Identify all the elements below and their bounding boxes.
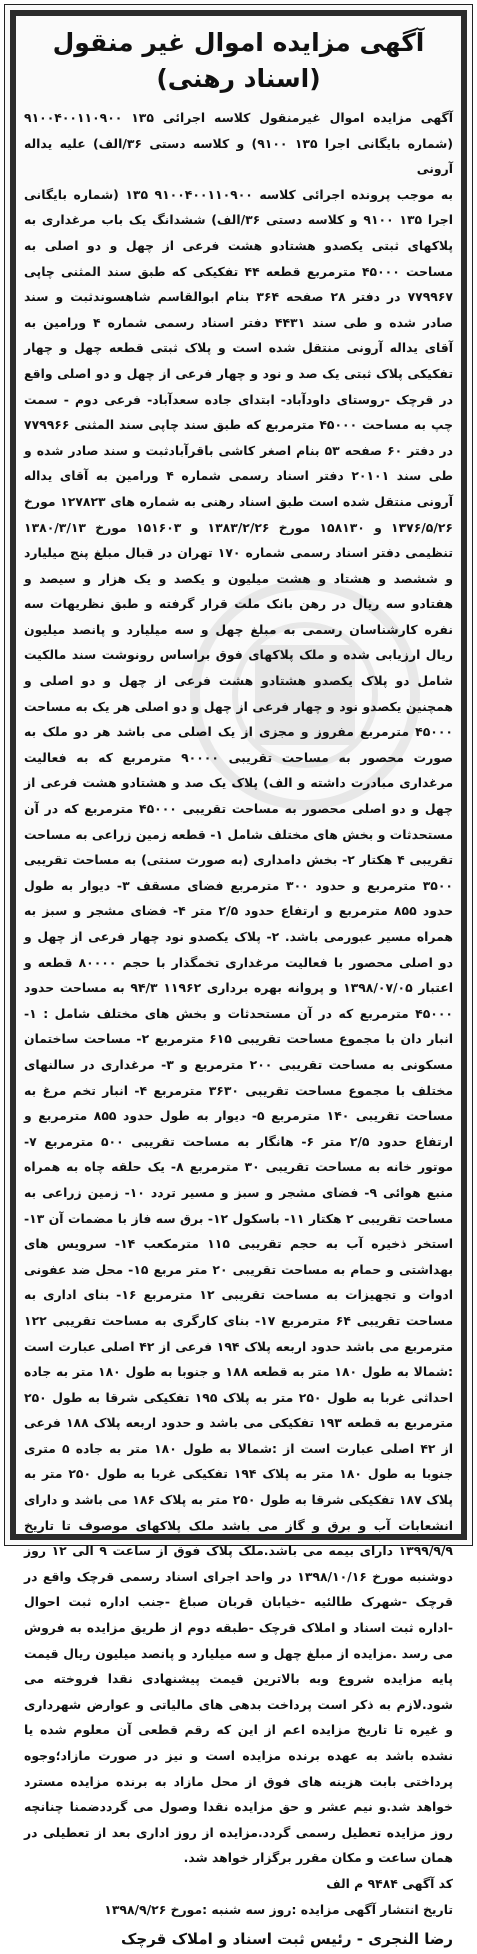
signature: رضا النجری - رئیس ثبت اسناد و املاک قرچک xyxy=(121,1930,453,1949)
notice-title: آگهی مزایده اموال غیر منقول (اسناد رهنی) xyxy=(52,28,425,93)
notice-intro: آگهی مزایده اموال غیرمنقول کلاسه اجرائی ۱۳۵ ۹۱۰۰۴۰۰۱۱۰۹۰۰ (شماره بایگانی اجرا ۱۳۵ ۹۱۰۰) و کلاسه دستی ۳۶/الف) علیه یداله آرونی xyxy=(24,110,453,177)
notice-code: کد آگهی ۹۴۸۴ م الف xyxy=(326,1875,453,1891)
notice-content xyxy=(24,25,453,1954)
notice-frame xyxy=(4,4,473,1949)
publish-date: تاریخ انتشار آگهی مزایده :روز سه شنبه :مورخ ۱۳۹۸/۹/۲۶ xyxy=(104,1901,453,1917)
notice-body: به موجب پرونده اجرائی کلاسه ۹۱۰۰۴۰۰۱۱۰۹۰۰ ۱۳۵ (شماره بایگانی اجرا ۱۳۵ ۹۱۰۰ و کلاسه دستی ۳۶/الف) ششدانگ یک باب مرغداری به پلاکهای ثبتی یکصدو هشتادو هشت فرعی از چهل و دو اصلی به مساحت ۴۵۰۰۰ مترمربع قطعه ۴۴ تفکیکی که طبق سند المثنی چاپی ۷۷۹۹۶۷ در دفتر ۲۸ صفحه ۳۶۴ بنام ابوالقاسم شاهسوندثبت و سند صادر شده و طی سند ۴۴۳۱ دفتر اسناد رسمی شماره ۴ ورامین به آقای یداله آرونی منتقل شده است و پلاک ثبتی قطعه چهل و چهار تفکیکی پلاک ثبتی یک صد و نود و چهار فرعی از چهل و دو اصلی واقع در قرچک -روستای داودآباد- ابتدای جاده سعدآباد- فرعی دوم - سمت چپ به مساحت ۴۵۰۰۰ مترمربع که طبق سند چاپی سند المثنی ۷۷۹۹۶۶ در دفتر ۶۰ صفحه ۵۳ بنام اصغر کاشی باقرآبادثبت و سند صادر شده و طی سند ۲۰۱۰۱ دفتر اسناد رسمی شماره ۴ ورامین به آقای یداله آرونی منتقل شده است طبق اسناد رهنی به شماره های ۱۲۷۸۲۳ مورخ ۱۳۷۶/۵/۲۶ و ۱۵۸۱۳۰ مورخ ۱۳۸۳/۲/۲۶ و ۱۵۱۶۰۳ مورخ ۱۳۸۰/۳/۱۳ تنظیمی دفتر اسناد رسمی شماره ۱۷۰ تهران در قبال مبلغ پنج میلیارد و ششصد و هشتاد و هشت میلیون و یکصد و یک هزار و سیصد و هفتادو سه ریال در رهن بانک ملت قرار گرفته و طبق نظریهات سه نفره کارشناسان رسمی به مبلغ چهل و سه میلیارد و پانصد میلیون ریال ارزیابی شده و ملک پلاکهای فوق براساس رونوشت سند مالکیت شامل دو پلاک یکصدو هشتادو هشت فرعی از چهل و دو اصلی و همچنین یکصدو نود و چهار فرعی از چهل و دو اصلی هر یک به مساحت ۴۵۰۰۰ مترمربع مفروز و مجزی از یک اصلی می باشد هر دو ملک به صورت محصور به مساحت تقریبی ۹۰۰۰۰ مترمربع که به فعالیت مرغداری مبادرت داشته و الف) پلاک یک صد و هشتادو هشت فرعی از چهل و دو اصلی محصور به مساحت تقریبی ۴۵۰۰۰ مترمربع که در آن مستحدثات و بخش های مختلف شامل ۱- قطعه زمین زراعی به مساحت تقریبی ۴ هکتار ۲- بخش دامداری (به صورت سنتی) به مساحت تقریبی ۳۵۰۰ مترمربع و حدود ۳۰۰ مترمربع فضای مسقف ۳- دیوار به طول حدود ۸۵۵ مترمربع و ارتفاع حدود ۲/۵ متر ۴- فضای مشجر و سبز به همراه مسیر عبورمی باشد. ۲- پلاک یکصدو نود چهار فرعی از چهل و دو اصلی محصور با فعالیت مرغداری تخمگذار با حجم ۸۰۰۰۰ قطعه و اعتبار ۱۳۹۸/۰۷/۰۵ و پروانه بهره برداری ۱۱۹۶۲ ۹۴/۳ به مساحت حدود ۴۵۰۰۰ مترمربع که در آن مستحدثات و بخش های مختلف شامل : ۱- انبار دان با مجموع مساحت تقریبی ۶۱۵ مترمربع ۲- مساحت ساختمان مسکونی به مساحت تقریبی ۲۰۰ مترمربع و ۳- مرغداری در سالنهای مختلف با مجموع مساحت تقریبی ۳۶۳۰ مترمربع ۴- انبار تخم مرغ به مساحت تقریبی ۱۴۰ مترمربع ۵- دیوار به طول حدود ۸۵۵ مترمربع و ارتفاع حدود ۲/۵ متر ۶- هانگار به مساحت تقریبی ۵۰۰ مترمربع ۷- موتور خانه به مساحت تقریبی ۳۰ مترمربع ۸- یک حلقه چاه به همراه منبع هوائی ۹- فضای مشجر و سبز و مسیر تردد ۱۰- زمین زراعی به مساحت تقریبی ۲ هکتار ۱۱- باسکول ۱۲- برق سه فاز با مضمات آن ۱۳- استخر ذخیره آب به حجم تقریبی ۱۱۵ مترمکعب ۱۴- سرویس های بهداشتی و حمام به مساحت تقریبی ۲۰ متر مربع ۱۵- محل ضد عفونی ادوات و تجهیزات به مساحت تقریبی ۱۲ مترمربع ۱۶- بنای اداری به مساحت تقریبی ۶۴ مترمربع ۱۷- بنای کارگری به مساحت تقریبی ۱۲۲ مترمربع می باشد حدود اربعه پلاک ۱۹۴ فرعی از ۴۲ اصلی عبارت است :شمالا به طول ۱۸۰ متر به قطعه ۱۸۸ و جنوبا به طول ۱۸۰ متر به جاده احداثی غربا به طول ۲۵۰ متر به پلاک ۱۹۵ تفکیکی شرقا به طول ۲۵۰ مترمربع به قطعه ۱۹۳ تفکیکی می باشد و حدود اربعه پلاک ۱۸۸ فرعی از ۴۲ اصلی عبارت است از :شمالا به طول ۱۸۰ متر به جاده ۵ متری جنوبا به طول ۱۸۰ متر به پلاک ۱۹۴ تفکیکی غربا به طول ۲۵۰ متر به پلاک ۱۸۷ تفکیکی شرقا به طول ۲۵۰ متر به پلاک ۱۸۶ می باشد و دارای انشعابات آب و برق و گاز می باشد ملک پلاکهای موصوف تا تاریخ ۱۳۹۹/۹/۹ دارای بیمه می باشد.ملک پلاک فوق از ساعت ۹ الی ۱۲ روز دوشنبه مورخ ۱۳۹۸/۱۰/۱۶ در واحد اجرای اسناد رسمی قرچک واقع در قرچک -شهرک طالئیه -خیابان قربان صباغ -جنب اداره ثبت احوال -اداره ثبت اسناد و املاک قرچک -طبقه دوم از طریق مزایده به فروش می رسد .مزایده از مبلغ چهل و سه میلیارد و پانصد میلیون ریال قیمت پایه مزایده شروع وبه بالاترین قیمت پیشنهادی نقدا فروخته می شود.لازم به ذکر است پرداخت بدهی های مالیاتی و عوارض شهرداری و غیره تا تاریخ مزایده اعم از این که رقم قطعی آن معلوم شده یا نشده باشد به عهده برنده مزایده است و نیز در صورت مازاد؛وجوه پرداختی بابت هزینه های فوق از محل مازاد به برنده مزایده مسترد خواهد شد.و نیم عشر و حق مزایده نقدا وصول می گرددضمنا چنانچه روز مزایده تعطیل رسمی گردد.مزایده از روز اداری بعد از تعطیلی در همان ساعت و مکان مقرر برگزار خواهد شد. xyxy=(24,186,454,1866)
